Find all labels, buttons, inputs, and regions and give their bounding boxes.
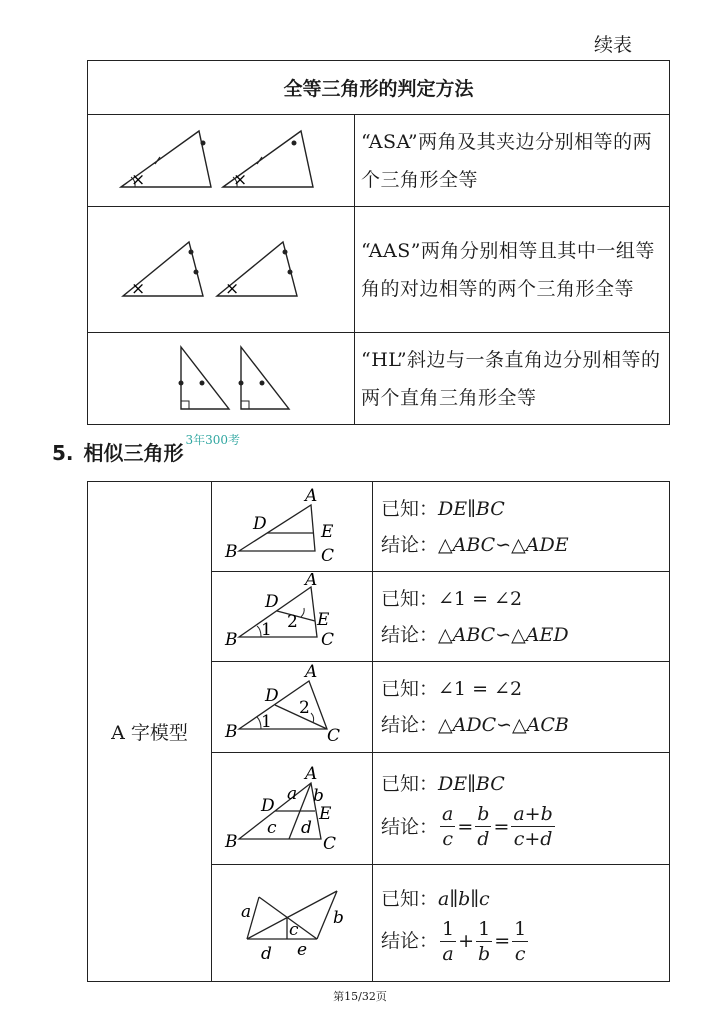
row4-conclusion: 结论： $\frac{a}{c}$ = $\frac{b}{d}$ = $\frac{a+b}{c+d}$: [381, 803, 553, 850]
parallel-lines-diagram: [217, 871, 367, 971]
row1-given: 已知：DE∥BC: [381, 497, 505, 520]
row3-conclusion: 结论：△ADC∽△ACB: [381, 714, 569, 736]
row3-given: 已知：∠1 = ∠2: [381, 678, 523, 700]
row4-text: [373, 753, 670, 865]
label-a: A: [305, 663, 318, 682]
asa-figure: [88, 115, 355, 207]
congruence-title: 全等三角形的判定方法: [88, 61, 670, 115]
label-e: E: [319, 803, 332, 824]
fraction-1-over-b: $\frac{1}{b}$: [478, 917, 491, 965]
fraction-sum: $\frac{a+b}{c+d}$: [513, 803, 553, 850]
label-1: 1: [261, 619, 272, 640]
svg-text:×: ×: [131, 278, 146, 299]
label-a: A: [305, 763, 318, 784]
label-b: B: [225, 629, 238, 650]
svg-text:×: ×: [131, 169, 146, 190]
figure-2: [212, 572, 373, 662]
label-small-b: b: [313, 785, 324, 806]
fraction-1-over-a: $\frac{1}{a}$: [442, 917, 455, 965]
hl-figure: [88, 333, 355, 425]
fraction-a-over-c: $\frac{a}{c}$: [442, 803, 454, 850]
label-a: A: [305, 485, 318, 506]
label-1: 1: [261, 712, 272, 732]
label-b: B: [225, 722, 238, 742]
label-d: D: [253, 513, 267, 534]
label-small-d: d: [301, 817, 312, 838]
aas-figure: [88, 207, 355, 333]
row5-conclusion: 结论： $\frac{1}{a}$ + $\frac{1}{b}$ = $\frac{1}{c}$: [381, 917, 527, 965]
a-shape-angle-acb-diagram: [217, 663, 367, 747]
section-number: 5.: [52, 441, 74, 465]
label-2: 2: [299, 698, 310, 718]
label-d: D: [265, 591, 279, 612]
fraction-1-over-c: $\frac{1}{c}$: [514, 917, 527, 965]
figure-3: [212, 662, 373, 753]
page-number: 第15/32页: [333, 990, 387, 1003]
row4-given: 已知：DE∥BC: [381, 773, 505, 795]
aas-triangles-diagram: [111, 228, 331, 308]
a-shape-parallel-diagram: [217, 483, 367, 567]
label-small-b: b: [333, 908, 344, 928]
row5-given: 已知：a∥b∥c: [381, 887, 490, 910]
svg-text:×: ×: [233, 169, 248, 190]
label-c: C: [321, 545, 335, 566]
row1-conclusion: 结论：△ABC∽△ADE: [381, 533, 569, 556]
label-small-c: c: [289, 920, 299, 940]
label-c: C: [321, 629, 335, 650]
row3-text: [373, 662, 670, 753]
model-label: A 字模型: [88, 482, 212, 982]
a-shape-angle-aed-diagram: [217, 573, 367, 657]
aas-description: “AAS”两角分别相等且其中一组等角的对边相等的两个三角形全等: [355, 207, 670, 333]
section-title: 相似三角形: [83, 441, 184, 465]
fraction-b-over-d: $\frac{b}{d}$: [477, 803, 490, 850]
section-heading: [52, 433, 241, 466]
figure-5: [212, 865, 373, 982]
label-e: E: [317, 609, 330, 630]
label-d: D: [261, 795, 275, 816]
congruence-table: [87, 60, 670, 425]
label-c: C: [323, 833, 337, 854]
figure-4: [212, 753, 373, 865]
hl-triangles-diagram: [121, 337, 321, 417]
row2-text: [373, 572, 670, 662]
similar-triangles-table: [87, 481, 670, 982]
label-2: 2: [287, 611, 298, 632]
a-shape-proportion-diagram: [217, 759, 367, 855]
row2-conclusion: 结论：△ABC∽△AED: [381, 623, 569, 646]
row1-text: [373, 482, 670, 572]
frequency-badge: 3年300考: [185, 433, 241, 448]
hl-description: “HL”斜边与一条直角边分别相等的两个直角三角形全等: [355, 333, 670, 425]
label-c: C: [327, 726, 341, 746]
label-d: D: [265, 686, 279, 706]
label-e: E: [321, 521, 334, 542]
svg-text:×: ×: [225, 278, 240, 299]
label-small-d: d: [261, 944, 272, 964]
label-small-a: a: [287, 783, 298, 804]
label-small-e: e: [297, 940, 308, 960]
continued-label: 续表: [594, 34, 633, 56]
label-small-c: c: [267, 817, 277, 838]
asa-description: “ASA”两角及其夹边分别相等的两个三角形全等: [355, 115, 670, 207]
label-a: A: [305, 572, 318, 590]
row2-given: 已知：∠1 = ∠2: [381, 587, 523, 610]
row5-text: [373, 865, 670, 982]
label-b: B: [225, 831, 238, 852]
label-b: B: [225, 541, 238, 562]
asa-triangles-diagram: [111, 119, 331, 199]
figure-1: [212, 482, 373, 572]
label-small-a: a: [241, 902, 252, 922]
